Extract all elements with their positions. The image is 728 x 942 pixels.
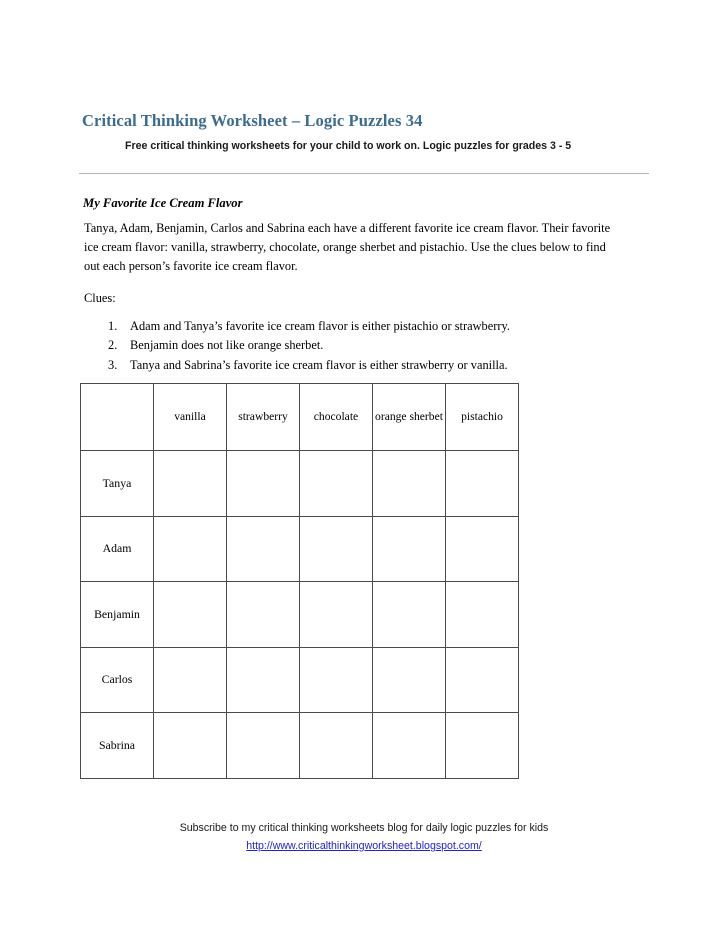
puzzle-heading: My Favorite Ice Cream Flavor [83, 196, 243, 210]
page-title: Critical Thinking Worksheet – Logic Puzzles 34 [82, 111, 423, 130]
page-subtitle: Free critical thinking worksheets for your child to work on. Logic puzzles for grades 3 - 5 [125, 140, 572, 152]
row-header-carlos: Carlos [81, 647, 154, 713]
grid-cell-sabrina-orange-sherbet[interactable] [373, 713, 446, 779]
table-header-row [81, 384, 519, 451]
blog-url-link[interactable]: http://www.criticalthinkingworksheet.blogspot.com/ [246, 840, 482, 852]
grid-cell-carlos-strawberry[interactable] [227, 647, 300, 713]
grid-cell-benjamin-vanilla[interactable] [154, 582, 227, 648]
grid-cell-sabrina-strawberry[interactable] [227, 713, 300, 779]
logic-grid-wrapper [80, 383, 519, 779]
puzzle-intro-text: Tanya, Adam, Benjamin, Carlos and Sabrina each have a different favorite ice cream flavor. Their favorite ice cream flavor: vanilla, strawberry, chocolate, orange sherbet and pistachio. Use the clues below to find out each person’s favorite ice cream flavor. [84, 221, 611, 274]
grid-cell-adam-strawberry[interactable] [227, 516, 300, 582]
grid-cell-benjamin-strawberry[interactable] [227, 582, 300, 648]
table-row [81, 713, 519, 779]
column-header-strawberry: strawberry [227, 384, 300, 451]
footer [0, 820, 728, 854]
grid-cell-sabrina-vanilla[interactable] [154, 713, 227, 779]
clue-text: Adam and Tanya’s favorite ice cream flavor is either pistachio or strawberry. [130, 319, 510, 333]
grid-cell-tanya-orange-sherbet[interactable] [373, 451, 446, 517]
grid-cell-tanya-vanilla[interactable] [154, 451, 227, 517]
grid-cell-carlos-pistachio[interactable] [446, 647, 519, 713]
grid-cell-sabrina-chocolate[interactable] [300, 713, 373, 779]
grid-cell-sabrina-pistachio[interactable] [446, 713, 519, 779]
clue-text: Tanya and Sabrina’s favorite ice cream flavor is either strawberry or vanilla. [130, 357, 508, 372]
list-item [108, 356, 628, 375]
clue-number: 3. [108, 357, 118, 372]
grid-cell-carlos-chocolate[interactable] [300, 647, 373, 713]
grid-cell-adam-orange-sherbet[interactable] [373, 516, 446, 582]
clues-label: Clues: [84, 291, 116, 305]
grid-cell-tanya-chocolate[interactable] [300, 451, 373, 517]
clue-number: 2. [108, 338, 118, 353]
grid-cell-benjamin-orange-sherbet[interactable] [373, 582, 446, 648]
row-header-tanya: Tanya [81, 451, 154, 517]
list-item [108, 336, 628, 355]
grid-cell-tanya-strawberry[interactable] [227, 451, 300, 517]
grid-cell-carlos-orange-sherbet[interactable] [373, 647, 446, 713]
row-header-benjamin: Benjamin [81, 582, 154, 648]
table-row [81, 582, 519, 648]
logic-grid-table [80, 383, 519, 779]
row-header-adam: Adam [81, 516, 154, 582]
header-divider [79, 173, 649, 174]
table-row [81, 516, 519, 582]
grid-cell-benjamin-chocolate[interactable] [300, 582, 373, 648]
grid-corner-cell [81, 384, 154, 451]
grid-cell-benjamin-pistachio[interactable] [446, 582, 519, 648]
column-header-vanilla: vanilla [154, 384, 227, 451]
grid-cell-adam-pistachio[interactable] [446, 516, 519, 582]
list-item [108, 317, 628, 336]
table-row [81, 647, 519, 713]
column-header-chocolate: chocolate [300, 384, 373, 451]
grid-cell-adam-chocolate[interactable] [300, 516, 373, 582]
clue-number: 1. [108, 319, 118, 333]
clues-list [108, 317, 628, 375]
grid-cell-tanya-pistachio[interactable] [446, 451, 519, 517]
grid-cell-carlos-vanilla[interactable] [154, 647, 227, 713]
footer-subscribe-text: Subscribe to my critical thinking worksheets blog for daily logic puzzles for kids [179, 822, 549, 834]
column-header-pistachio: pistachio [446, 384, 519, 451]
table-row [81, 451, 519, 517]
grid-cell-adam-vanilla[interactable] [154, 516, 227, 582]
clue-text: Benjamin does not like orange sherbet. [130, 338, 324, 353]
column-header-orange-sherbet: orange sherbet [373, 384, 446, 451]
row-header-sabrina: Sabrina [81, 713, 154, 779]
